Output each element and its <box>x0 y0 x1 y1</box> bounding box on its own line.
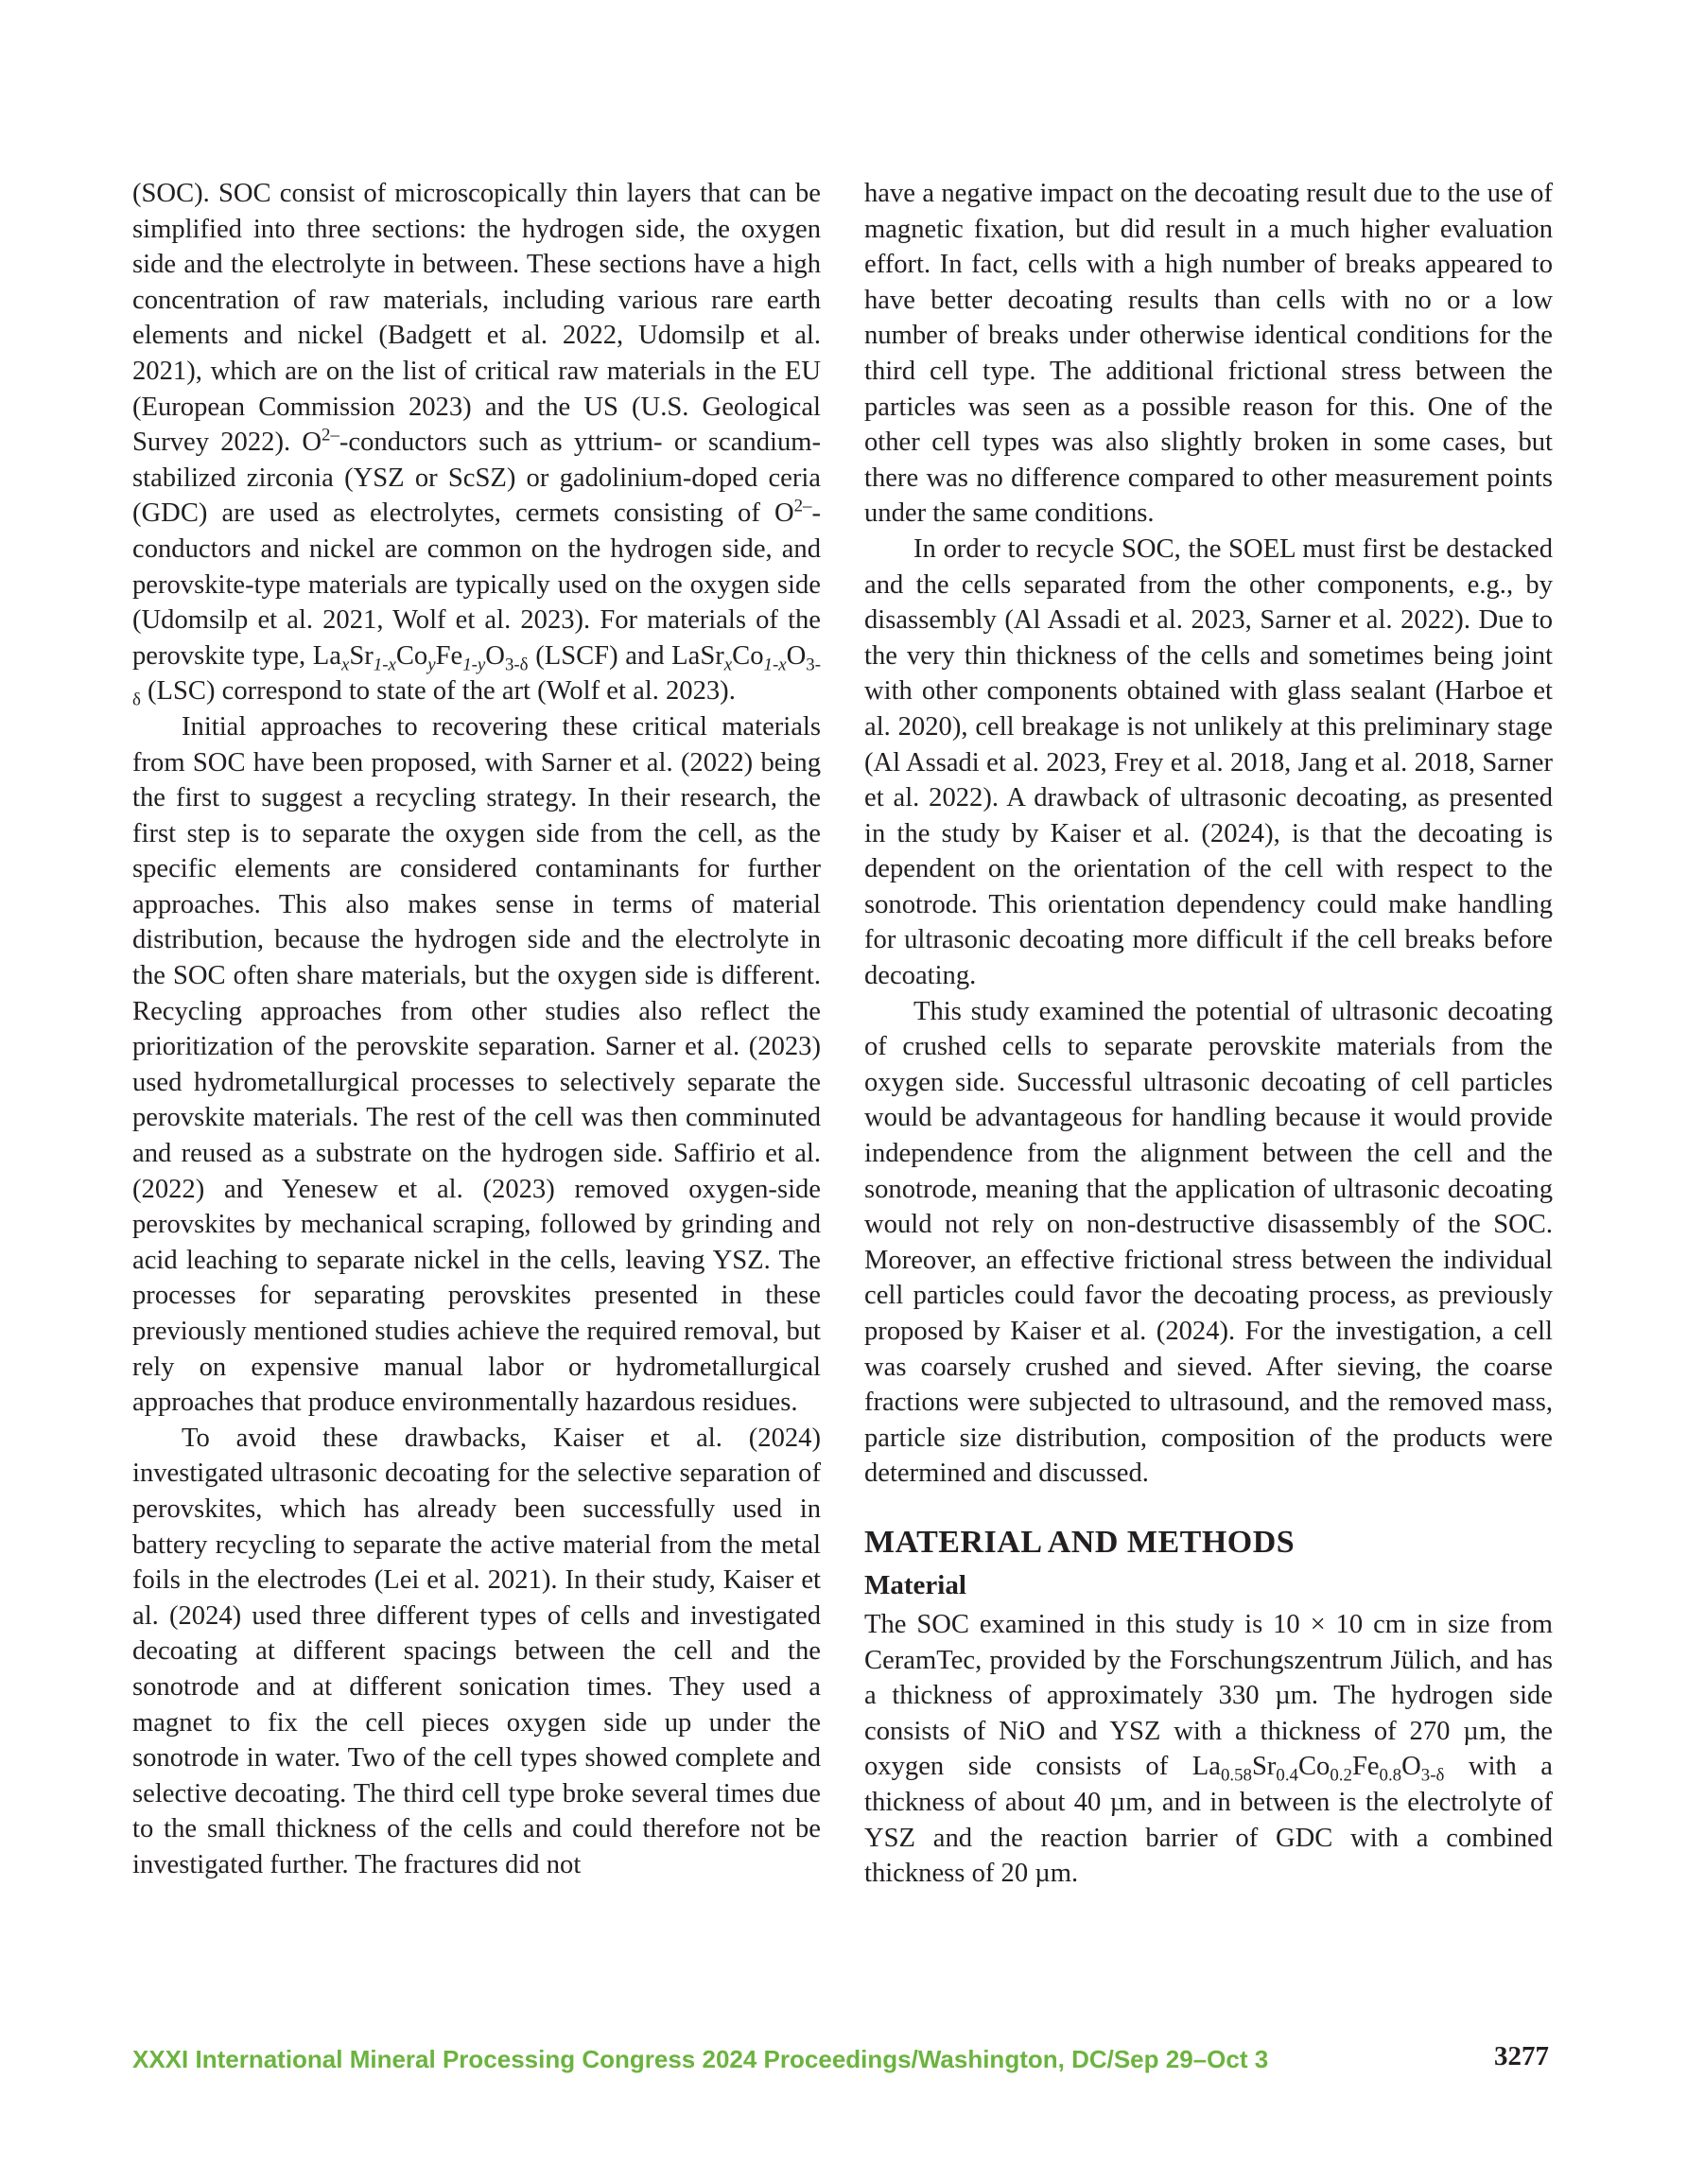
formula-oxygen-side: $La_{0.58}Sr_{0.4}Co_{0.2}Fe_{0.8}O_{3-\delta}$ <box>1191 1752 1445 1787</box>
formula-lscf: $La_xSr_{1-x}Co_yFe_{1-y}O_{3-\delta}$ <box>312 640 529 675</box>
superscript: 2– <box>322 425 339 446</box>
paragraph: To avoid these drawbacks, Kaiser et al. (2024) investigated ultrasonic decoating for the selective separation of perovskites, which has already been successfully used in battery recycling to separate the active material from the metal foils in the electrodes (Lei et al. 2021). In their study, Kaiser et al. (2024) used three different types of cells and investigated decoating at different spacings between the cell and the sonotrode and at different sonication times. They used a magnet to fix the cell pieces oxygen side up under the sonotrode in water. Two of the cell types showed complete and selective decoating. The third cell type broke several times due to the small thickness of the cells and could therefore not be investigated further. The fractures did not <box>132 1423 821 1879</box>
paragraph <box>864 1607 1553 1892</box>
paragraph: In order to recycle SOC, the SOEL must first be destacked and the cells separated from the other components, e.g., by disassembly (Al Assadi et al. 2023, Sarner et al. 2022). Due to the very thin thickness of the cells and sometimes being joint with other components obtained with glass sealant (Harboe et al. 2020), cell breakage is not unlikely at this preliminary stage (Al Assadi et al. 2023, Frey et al. 2018, Jang et al. 2018, Sarner et al. 2022). A drawback of ultrasonic decoating, as presented in the study by Kaiser et al. (2024), is that the decoating is dependent on the orientation of the cell with respect to the sonotrode. This orientation dependency could make handling for ultrasonic decoating more difficult if the cell breaks before decoating. <box>864 533 1553 991</box>
text-run: -conductors and nickel are common on the hydrogen side, and perovskite-type materials are typically used on the oxygen side (Udomsilp et al. 2021, Wolf et al. 2023). For materials of the perovskite type, <box>132 498 821 671</box>
footer-proceedings: XXXI International Mineral Processing Congress 2024 Proceedings/Washington, DC/Sep 29–Oct 3 <box>132 2045 1269 2073</box>
right-column <box>864 176 1553 1892</box>
subsection-heading: Material <box>864 1569 966 1600</box>
text-run: -conductors such as yttrium- or scandium-stabilized zirconia (YSZ or ScSZ) or gadolinium-doped ceria (GDC) are used as electrolytes, cermets consisting of O <box>132 428 821 529</box>
superscript: 2– <box>793 496 812 516</box>
formula-lsc: $LaSr_xCo_{1-x}O_{3-\delta}$ <box>132 640 821 711</box>
text-run: (LSCF) and <box>528 640 672 671</box>
paragraph: have a negative impact on the decoating result due to the use of magnetic fixation, but did result in a much higher evaluation effort. In fact, cells with a high number of breaks appeared to have better decoating results than cells with no or a low number of breaks under otherwise identical conditions for the third cell type. The additional frictional stress between the particles was seen as a possible reason for this. One of the other cell types was also slightly broken in some cases, but there was no difference compared to other measurement points under the same conditions. <box>864 179 1553 529</box>
page-number: 3277 <box>1494 2041 1549 2071</box>
section-heading: MATERIAL AND METHODS <box>864 1524 1296 1560</box>
text-run: (LSC) correspond to state of the art (Wolf et al. 2023). <box>140 676 736 707</box>
text-run: The SOC examined in this study is 10 × 10 cm in size from CeramTec, provided by the Forschungszentrum Jülich, and has a thickness of approximately 330 µm. The hydrogen side consists of NiO and YSZ with a thickness of 270 µm, the oxygen side consists of <box>864 1609 1553 1782</box>
paragraph <box>132 176 821 709</box>
paragraph: This study examined the potential of ultrasonic decoating of crushed cells to separate perovskite materials from the oxygen side. Successful ultrasonic decoating of cell particles would be advantageous for handling because it would provide independence from the alignment between the cell and the sonotrode, meaning that the application of ultrasonic decoating would not rely on non-destructive disassembly of the SOC. Moreover, an effective frictional stress between the individual cell particles could favor the decoating process, as previously proposed by Kaiser et al. (2024). For the investigation, a cell was coarsely crushed and sieved. After sieving, the coarse fractions were subjected to ultrasound, and the removed mass, particle size distribution, composition of the products were determined and discussed. <box>864 996 1553 1489</box>
paragraph: Initial approaches to recovering these critical materials from SOC have been proposed, with Sarner et al. (2022) being the first to suggest a recycling strategy. In their research, the first step is to separate the oxygen side from the cell, as the specific elements are considered contaminants for further approaches. This also makes sense in terms of material distribution, because the hydrogen side and the electrolyte in the SOC often share materials, but the oxygen side is different. Recycling approaches from other studies also reflect the prioritization of the perovskite separation. Sarner et al. (2023) used hydrometallurgical processes to selectively separate the perovskite materials. The rest of the cell was then comminuted and reused as a substrate on the hydrogen side. Saffirio et al. (2022) and Yenesew et al. (2023) removed oxygen-side perovskites by mechanical scraping, followed by grinding and acid leaching to separate nickel in the cells, leaving YSZ. The processes for separating perovskites presented in these previously mentioned studies achieve the required removal, but rely on expensive manual labor or hydrometallurgical approaches that produce environmentally hazardous residues. <box>132 711 821 1418</box>
text-run: with a thickness of about 40 µm, and in between is the electrolyte of YSZ and the reaction barrier of GDC with a combined thickness of 20 µm. <box>864 1752 1553 1889</box>
left-column <box>132 176 821 1883</box>
text-run: (SOC). SOC consist of microscopically thin layers that can be simplified into three sections: the hydrogen side, the oxygen side and the electrolyte in between. These sections have a high concentration of raw materials, including various rare earth elements and nickel (Badgett et al. 2022, Udomsilp et al. 2021), which are on the list of critical raw materials in the EU (European Commission 2023) and the US (U.S. Geological Survey 2022). O <box>132 179 821 458</box>
